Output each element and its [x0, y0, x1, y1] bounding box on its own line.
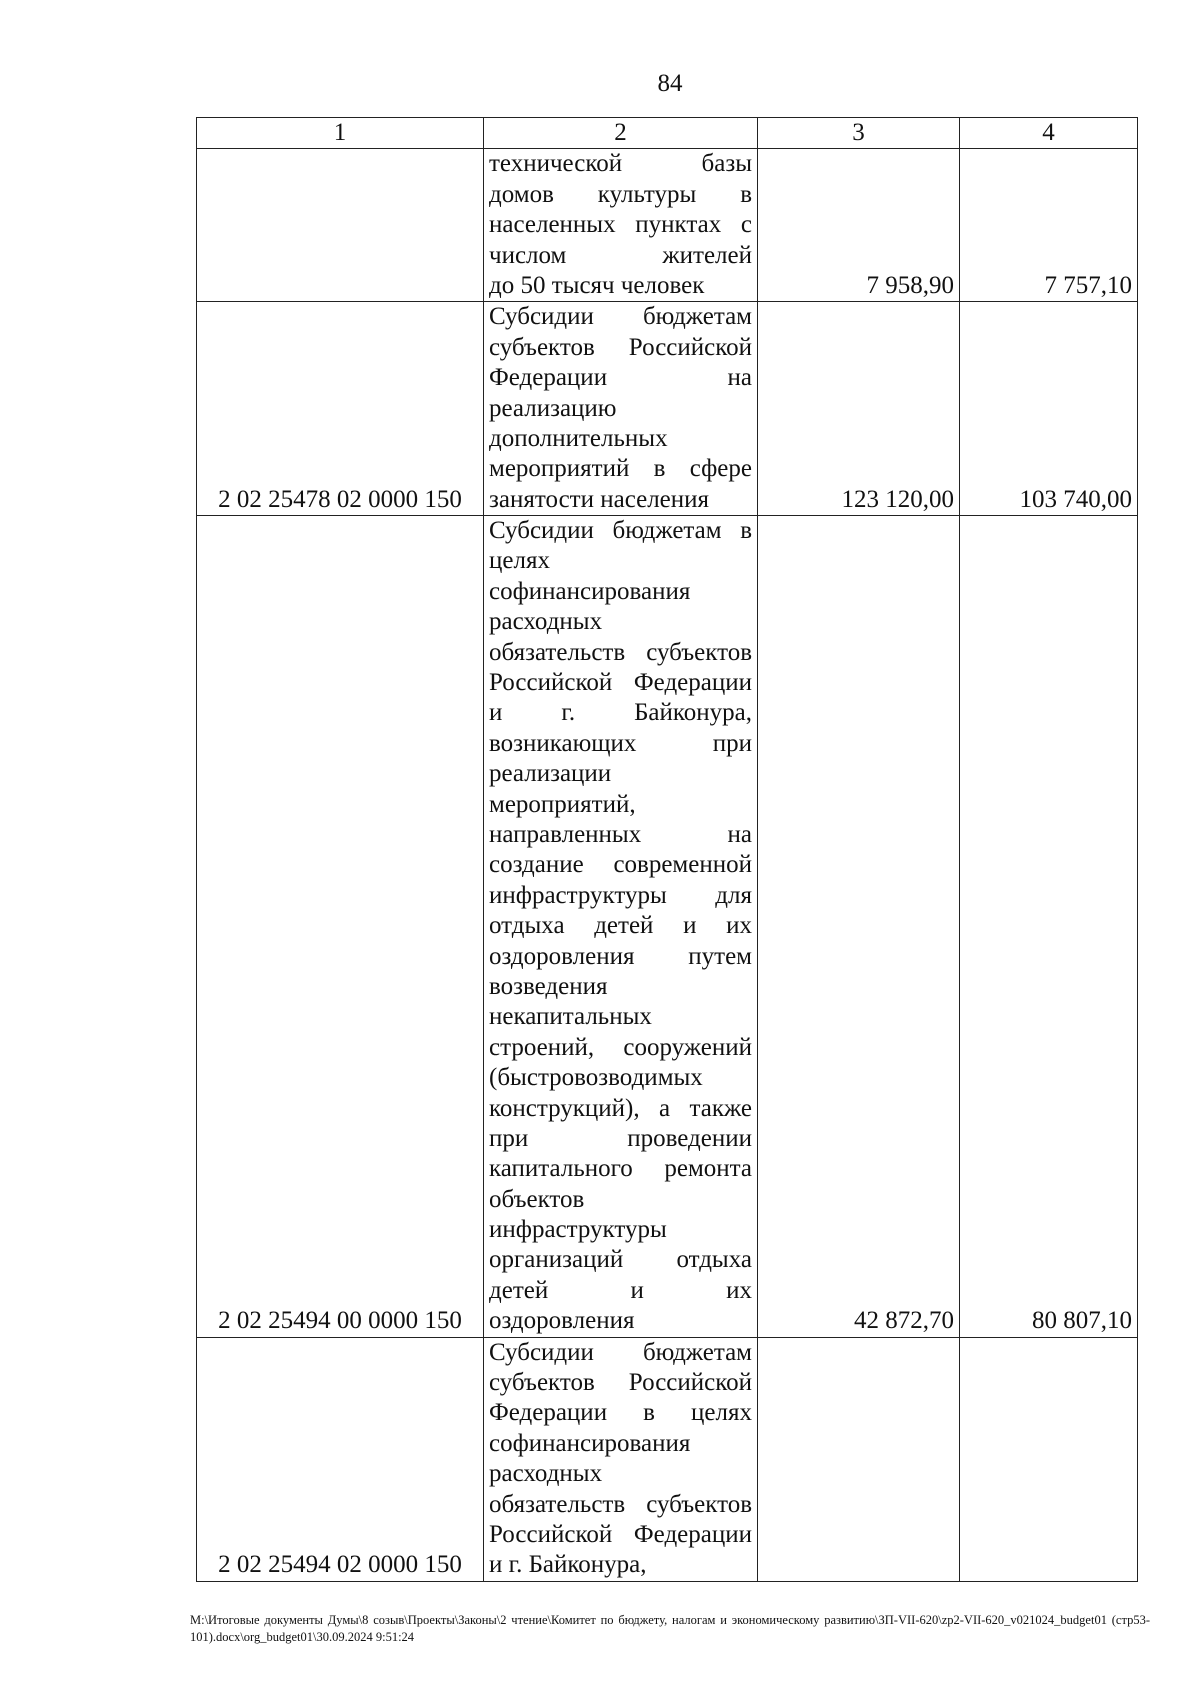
description-line: расходных — [489, 1460, 603, 1488]
description-line: числом жителей — [489, 241, 752, 269]
description-line: обязательств субъектов — [489, 1490, 752, 1518]
column-header: 2 — [484, 118, 758, 149]
description-line: детей и их — [489, 1276, 752, 1304]
column-header: 3 — [758, 118, 960, 149]
description-line: (быстровозводимых — [489, 1064, 703, 1092]
budget-code-cell: 2 02 25494 00 0000 150 — [197, 516, 484, 1338]
description-line: направленных на — [489, 821, 752, 848]
amount-col3-cell: 42 872,70 — [758, 516, 960, 1338]
description-cell — [484, 149, 758, 302]
table-row — [197, 1337, 1138, 1581]
description-line: Российской Федерации — [489, 669, 752, 697]
amount-col4-cell: 7 757,10 — [960, 149, 1138, 302]
description-line: занятости населения — [489, 485, 710, 513]
description-line: возникающих при — [489, 729, 752, 757]
table-body — [197, 149, 1138, 1581]
description-line: объектов — [489, 1185, 585, 1213]
description-line: домов культуры в — [489, 180, 752, 208]
description-line: технической базы — [489, 150, 752, 178]
description-line: софинансирования — [489, 1429, 691, 1457]
description-line: Субсидии бюджетам — [489, 1338, 752, 1366]
budget-code-cell — [197, 149, 484, 302]
description-cell — [484, 1337, 758, 1581]
description-line: обязательств субъектов — [489, 638, 752, 666]
description-line: целях — [489, 547, 550, 575]
description-line: Федерации в целях — [489, 1399, 752, 1427]
table-row — [197, 302, 1138, 516]
description-line: субъектов Российской — [489, 333, 752, 361]
amount-col4-cell — [960, 1337, 1138, 1581]
description-line: мероприятий, — [489, 790, 636, 818]
description-line: оздоровления — [489, 1307, 635, 1335]
description-line: инфраструктуры для — [489, 881, 752, 909]
description-line: софинансирования — [489, 577, 691, 605]
amount-col3-cell: 7 958,90 — [758, 149, 960, 302]
description-cell — [484, 302, 758, 516]
description-line: реализации — [489, 760, 612, 788]
description-line: некапитальных — [489, 1003, 652, 1031]
description-line: Российской Федерации — [489, 1520, 752, 1548]
description-line: мероприятий в сфере — [489, 455, 752, 483]
description-line: капитального ремонта — [489, 1155, 752, 1183]
column-header: 4 — [960, 118, 1138, 149]
description-line: отдыха детей и их — [489, 912, 752, 940]
description-line: дополнительных — [489, 424, 668, 452]
description-line: инфраструктуры — [489, 1216, 667, 1244]
description-line: населенных пунктах с — [489, 211, 752, 239]
budget-code-cell: 2 02 25494 02 0000 150 — [197, 1337, 484, 1581]
description-line: Субсидии бюджетам в — [489, 517, 752, 545]
table-row — [197, 149, 1138, 302]
budget-code-cell: 2 02 25478 02 0000 150 — [197, 302, 484, 516]
amount-col4-cell: 80 807,10 — [960, 516, 1138, 1338]
description-line: и г. Байконура, — [489, 1551, 647, 1579]
description-line: оздоровления путем — [489, 942, 752, 970]
description-line: Субсидии бюджетам — [489, 303, 752, 331]
description-line: конструкций), а также — [489, 1094, 752, 1122]
amount-col3-cell — [758, 1337, 960, 1581]
description-line: организаций отдыха — [489, 1246, 752, 1274]
description-line: расходных — [489, 608, 603, 636]
page-number: 84 — [657, 70, 683, 97]
description-line: реализацию — [489, 394, 617, 422]
footer-file-path: M:\Итоговые документы Думы\8 созыв\Проекты\Законы\2 чтение\Комитет по бюджету, налогам и экономическому развитию\ЗП-VII-620\zp2-VII-620_v021024_budget01 (стр53-101).docx\org_budget01\30.09.2024 9:51:24 — [190, 1613, 1150, 1644]
amount-col3-cell: 123 120,00 — [758, 302, 960, 516]
description-line: создание современной — [489, 851, 752, 879]
description-cell — [484, 516, 758, 1338]
description-line: возведения — [489, 972, 608, 1000]
description-line: строений, сооружений — [489, 1033, 752, 1061]
amount-col4-cell: 103 740,00 — [960, 302, 1138, 516]
description-line: и г. Байконура, — [489, 699, 752, 727]
description-line: Федерации на — [489, 364, 752, 392]
description-line: при проведении — [489, 1124, 752, 1152]
description-line: до 50 тысяч человек — [489, 271, 705, 299]
table-row — [197, 516, 1138, 1338]
column-header: 1 — [197, 118, 484, 149]
description-line: субъектов Российской — [489, 1369, 752, 1397]
table-header-row — [197, 118, 1138, 149]
budget-table — [196, 117, 1138, 1582]
